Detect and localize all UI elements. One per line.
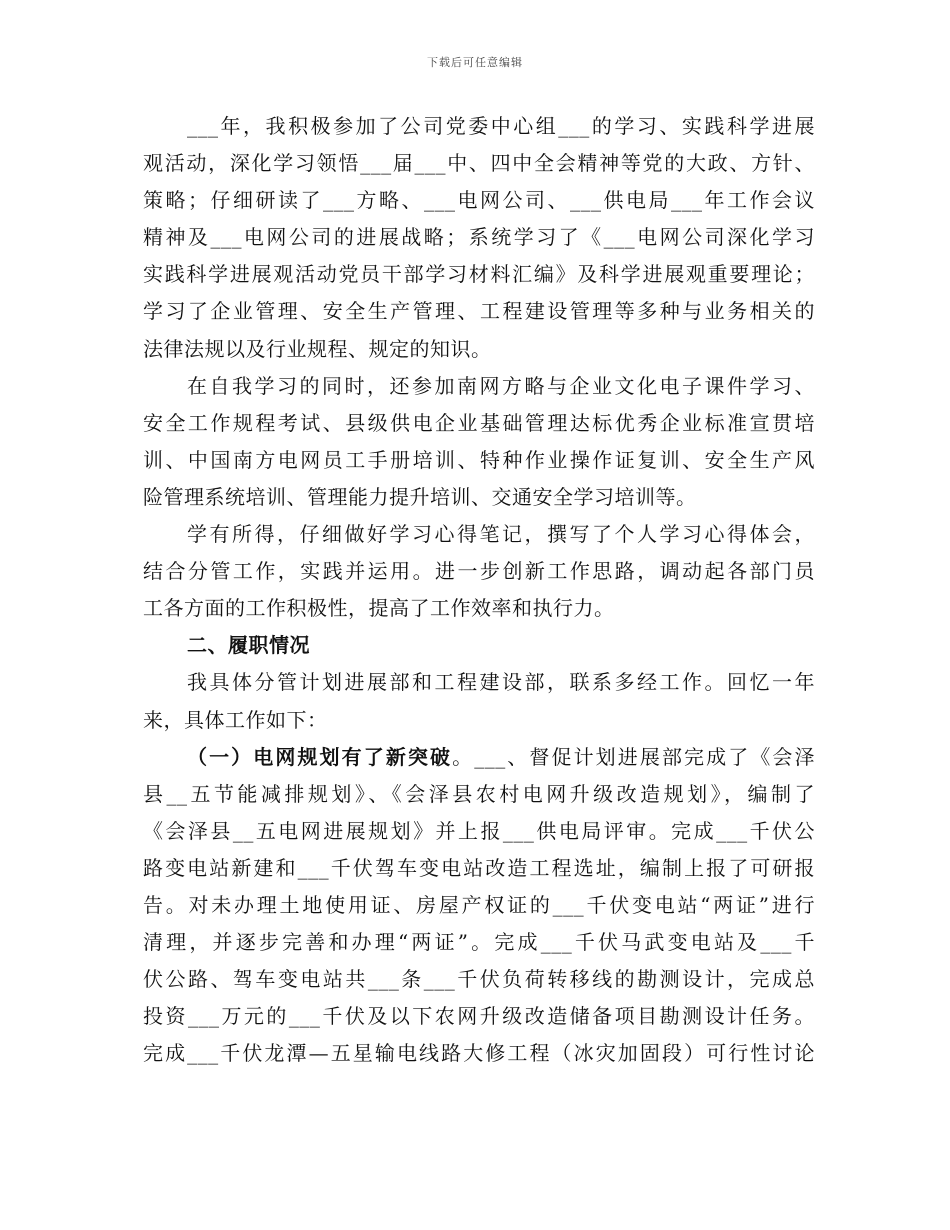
document-body: [143, 108, 815, 1072]
text-line: ___年，我积极参加了公司党委中心组___的学习、实践科学进展: [187, 114, 815, 138]
paragraph: [143, 368, 815, 516]
text-line: 县__五节能减排规划》、《会泽县农村电网升级改造规划》，编制了: [143, 781, 815, 806]
text-line: 伏公路、驾车变电站共___条___千伏负荷转移线的勘测设计，完成总: [143, 967, 815, 992]
text-line: 清理，并逐步完善和办理“两证”。完成___千伏马武变电站及___千: [143, 930, 815, 955]
text-line: 《会泽县__五电网进展规划》并上报___供电局评审。完成___千伏公: [143, 818, 815, 843]
subheading-lead: （一）电网规划有了新突破: [187, 744, 453, 769]
text-line: 投资___万元的___千伏及以下农网升级改造储备项目勘测设计任务。: [143, 1004, 815, 1029]
text-line: 来，具体工作如下：: [143, 707, 328, 732]
text-line: 实践科学进展观活动党员干部学习材料汇编》及科学进展观重要理论；: [143, 262, 815, 287]
text-line: 我具体分管计划进展部和工程建设部，联系多经工作。回忆一年: [187, 670, 815, 695]
subheading-rest: 。___、督促计划进展部完成了《会泽: [452, 744, 816, 769]
text-line: 工各方面的工作积极性，提高了工作效率和执行力。: [143, 596, 615, 621]
text-line: 学习了企业管理、安全生产管理、工程建设管理等多种与业务相关的: [143, 299, 815, 324]
text-line: 训、中国南方电网员工手册培训、特种作业操作证复训、安全生产风: [143, 447, 815, 472]
text-line: 策略；仔细研读了___方略、___电网公司、___供电局___年工作会议: [143, 188, 815, 213]
text-line: 路变电站新建和___千伏驾车变电站改造工程选址，编制上报了可研报: [143, 855, 815, 880]
paragraph: [143, 516, 815, 627]
text-line: 学有所得，仔细做好学习心得笔记，撰写了个人学习心得体会，: [187, 522, 815, 547]
text-line: 精神及___电网公司的进展战略；系统学习了《___电网公司深化学习: [143, 225, 815, 250]
text-line: 险管理系统培训、管理能力提升培训、交通安全学习培训等。: [143, 484, 697, 509]
text-line: 观活动，深化学习领悟___届___中、四中全会精神等党的大政、方针、: [143, 151, 815, 176]
paragraph: [143, 664, 815, 738]
text-line: 安全工作规程考试、县级供电企业基础管理达标优秀企业标准宣贯培: [143, 410, 815, 435]
paragraph: [143, 739, 815, 1073]
text-line: 告。对未办理土地使用证、房屋产权证的___千伏变电站“两证”进行: [143, 892, 815, 917]
paragraph: [143, 108, 815, 368]
section-heading: 二、履职情况: [187, 633, 310, 658]
text-line: 在自我学习的同时，还参加南网方略与企业文化电子课件学习、: [187, 373, 815, 398]
page-header: 下载后可任意编辑: [427, 56, 523, 69]
text-line: 完成___千伏龙潭—五星输电线路大修工程（冰灾加固段）可行性讨论: [143, 1041, 815, 1066]
text-line: 法律法规以及行业规程、规定的知识。: [143, 336, 492, 361]
text-line: 结合分管工作，实践并运用。进一步创新工作思路，调动起各部门员: [143, 559, 815, 584]
text-line-with-subheading: [143, 739, 815, 776]
